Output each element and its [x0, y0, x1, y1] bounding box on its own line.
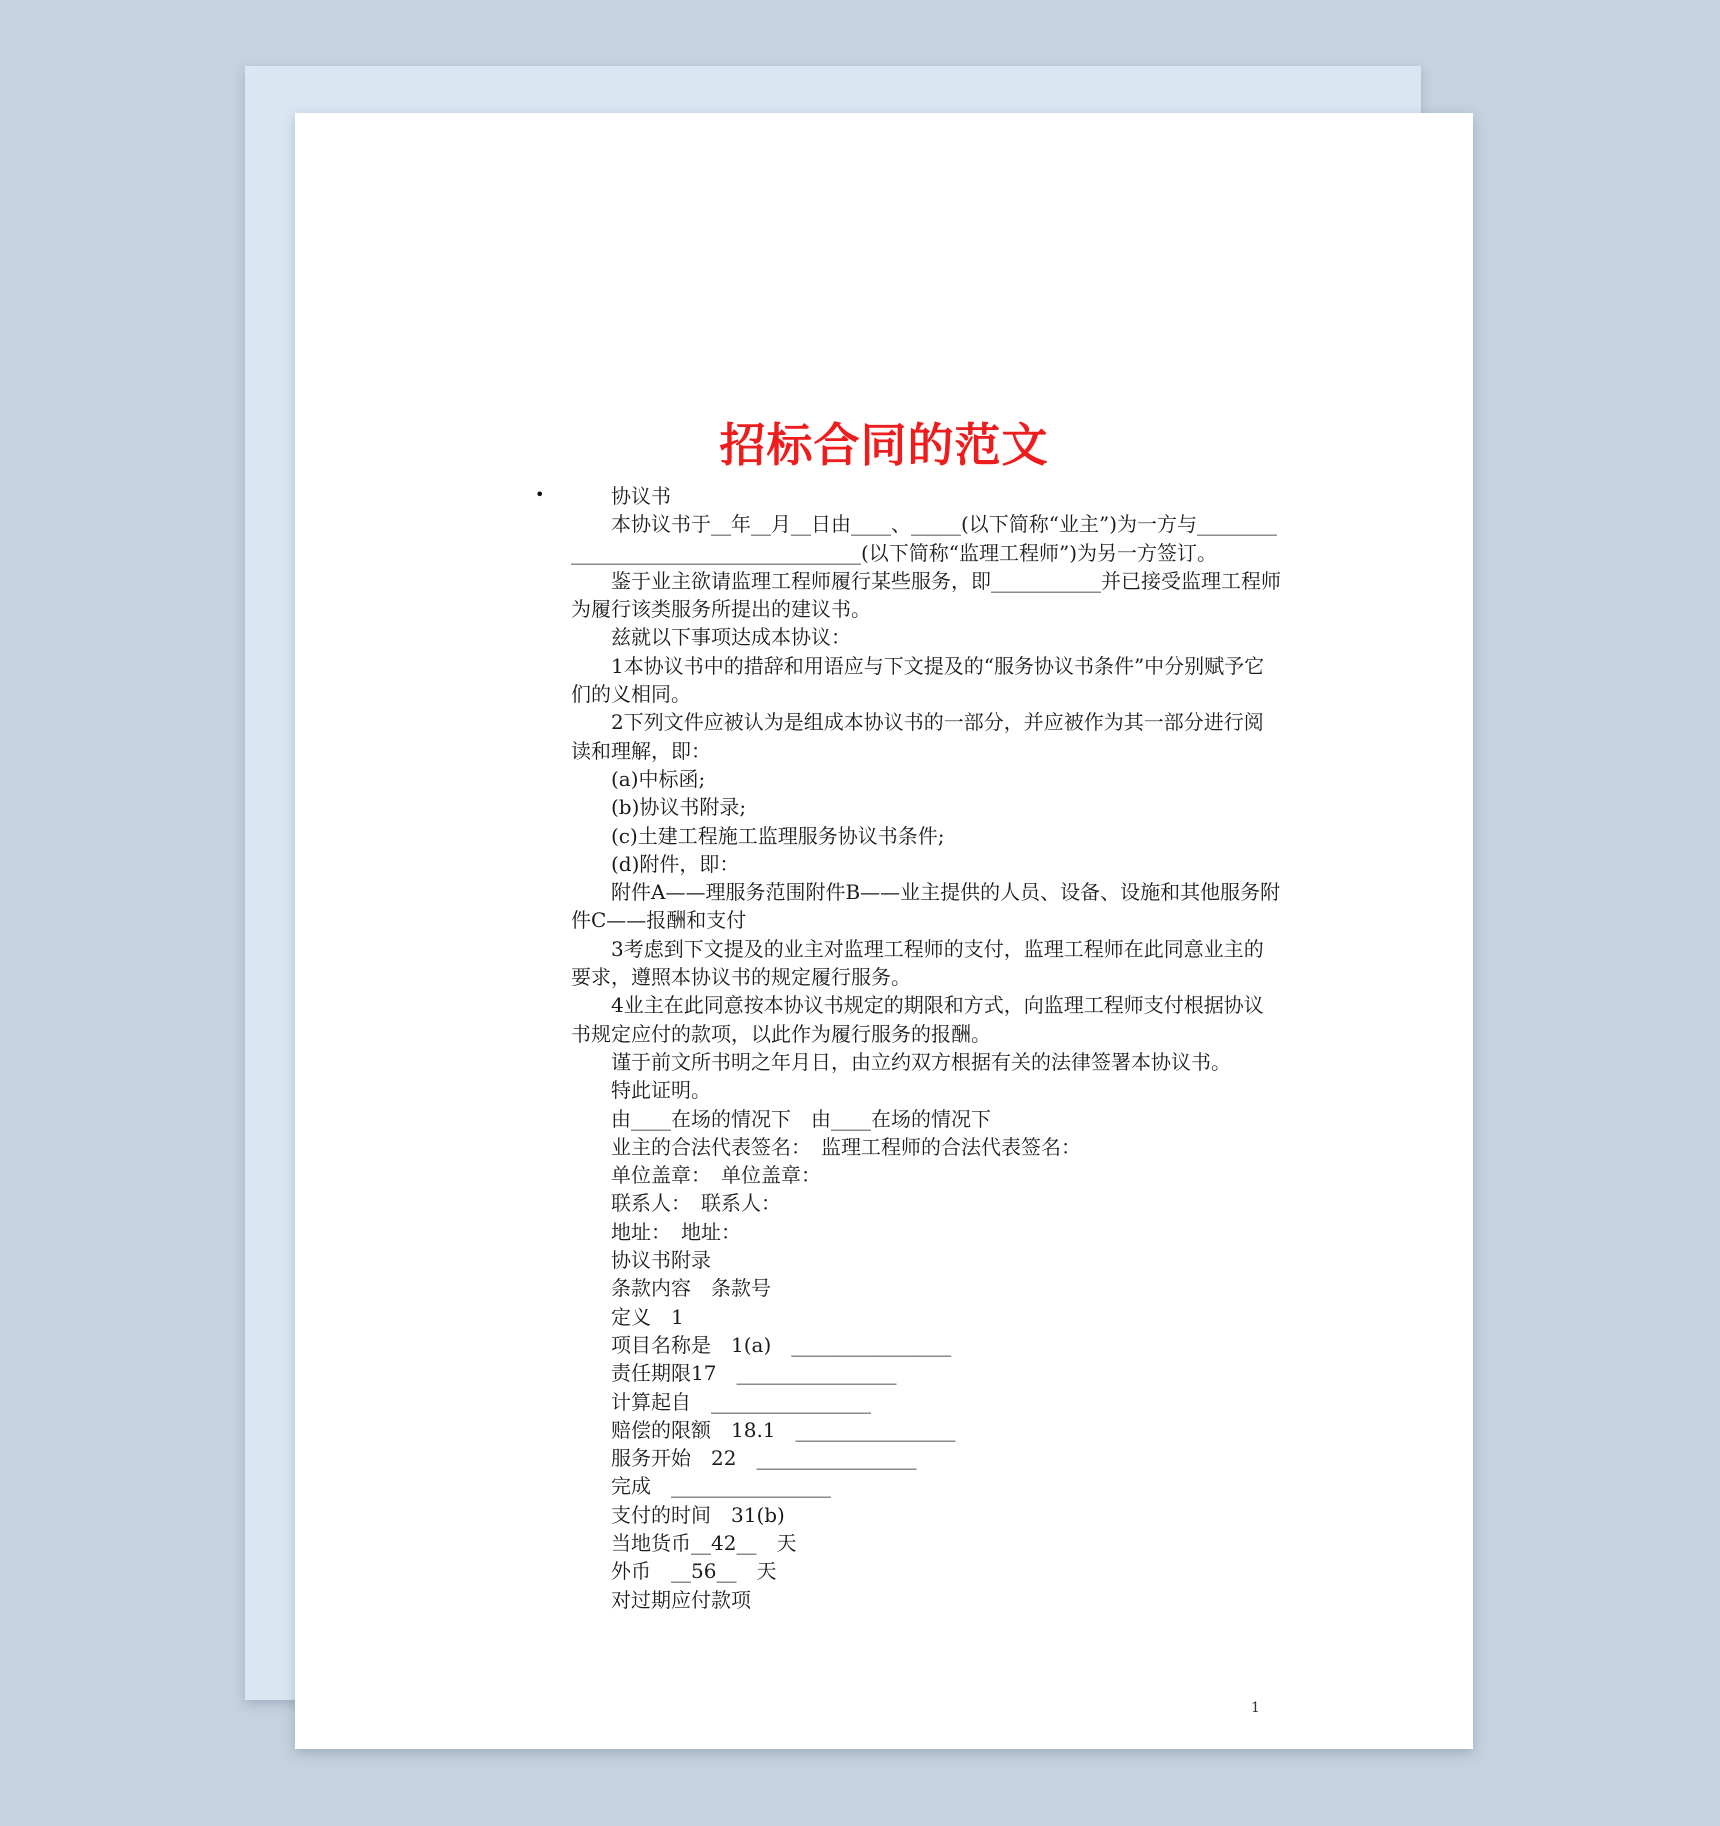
page-number: 1 [1251, 1700, 1260, 1716]
body-paragraph: 联系人： 联系人： [611, 1191, 781, 1216]
body-paragraph: 4业主在此同意按本协议书规定的期限和方式，向监理工程师支付根据协议书规定应付的款项，以此作为履行服务的报酬。 [571, 993, 1264, 1046]
body-paragraph: 完成 ________________ [611, 1474, 831, 1499]
body-paragraph: 地址： 地址： [611, 1219, 741, 1244]
body-paragraph: 由____在场的情况下 由____在场的情况下 [611, 1106, 991, 1131]
body-paragraph: 支付的时间 31(b) [611, 1502, 785, 1527]
body-paragraph: 3考虑到下文提及的业主对监理工程师的支付，监理工程师在此同意业主的要求，遵照本协议书的规定履行服务。 [571, 936, 1264, 990]
body-paragraph: 1本协议书中的措辞和用语应与下文提及的“服务协议书条件”中分别赋予它们的义相同。 [571, 653, 1265, 707]
body-paragraph: 协议书 [611, 484, 671, 508]
body-paragraph: 计算起自 ________________ [611, 1389, 871, 1414]
body-paragraph: 兹就以下事项达成本协议： [611, 625, 851, 650]
body-paragraph: 责任期限17 ________________ [611, 1361, 897, 1386]
body-paragraph: 当地货币__42__ 天 [611, 1530, 797, 1555]
body-paragraph: 鉴于业主欲请监理工程师履行某些服务，即___________并已接受监理工程师为履行该类服务所提出的建议书。 [571, 568, 1281, 622]
body-paragraph: (b)协议书附录; [611, 795, 747, 820]
body-paragraph: 本协议书于__年__月__日由____、_____(以下简称“业主”)为一方与_____________________________________(以下简称“监理工程师”)为另一方签订。 [571, 512, 1278, 565]
body-paragraph: 2下列文件应被认为是组成本协议书的一部分，并应被作为其一部分进行阅读和理解，即： [571, 710, 1264, 763]
document-body [571, 482, 1281, 1614]
body-paragraph: 外币 __56__ 天 [611, 1559, 777, 1584]
document-title: 招标合同的范文 [719, 418, 1049, 472]
document-page [295, 113, 1473, 1749]
body-paragraph: 附件A——理服务范围附件B——业主提供的人员、设备、设施和其他服务附件C——报酬和支付 [571, 880, 1281, 933]
body-paragraph: (a)中标函; [611, 766, 706, 791]
body-paragraph: (d)附件，即： [611, 851, 740, 876]
list-bullet: • [535, 485, 545, 504]
body-paragraph: 单位盖章： 单位盖章： [611, 1163, 821, 1188]
body-paragraph: 对过期应付款项 [611, 1587, 751, 1612]
body-paragraph: 特此证明。 [611, 1078, 711, 1103]
body-paragraph: 赔偿的限额 18.1 ________________ [611, 1417, 956, 1442]
body-paragraph: 条款内容 条款号 [611, 1276, 771, 1301]
body-paragraph: 协议书附录 [611, 1248, 711, 1273]
body-paragraph: (c)土建工程施工监理服务协议书条件; [611, 823, 945, 848]
body-paragraph: 服务开始 22 ________________ [611, 1446, 917, 1471]
body-paragraph: 定义 1 [611, 1304, 684, 1329]
body-paragraph: 项目名称是 1(a) ________________ [611, 1332, 952, 1357]
body-paragraph: 谨于前文所书明之年月日，由立约双方根据有关的法律签署本协议书。 [611, 1049, 1231, 1074]
body-paragraph: 业主的合法代表签名： 监理工程师的合法代表签名： [611, 1134, 1081, 1159]
